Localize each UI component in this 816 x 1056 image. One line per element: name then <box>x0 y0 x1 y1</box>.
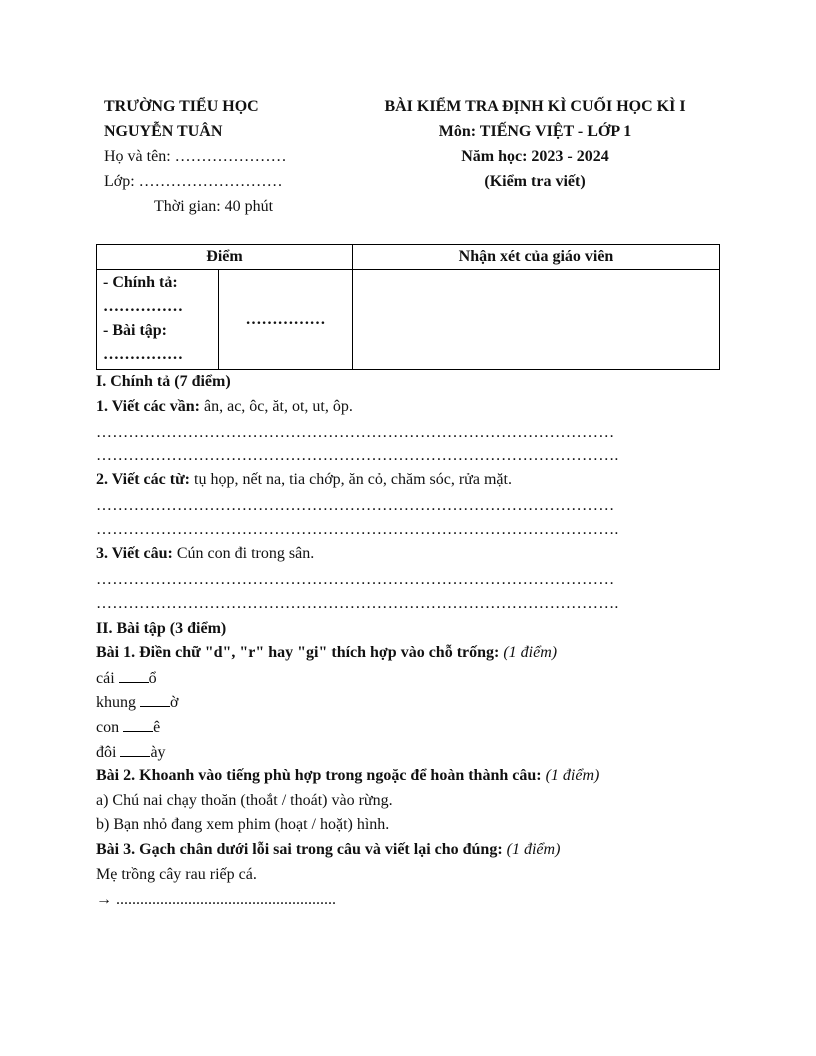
exam-title: BÀI KIỂM TRA ĐỊNH KÌ CUỐI HỌC KÌ I <box>384 98 686 115</box>
chinh-ta-score-blank: …………… <box>103 298 183 315</box>
writing-line: ……………………………………………………………………………………. <box>96 595 619 612</box>
school-year: Năm học: 2023 - 2024 <box>461 148 609 165</box>
writing-line: …………………………………………………………………………………… <box>96 571 615 588</box>
total-score-blank: …………… <box>245 310 326 328</box>
writing-line: ……………………………………………………………………………………. <box>96 447 619 464</box>
teacher-comment-header: Nhận xét của giáo viên <box>353 245 720 270</box>
exercise1-label: Bài 1. Điền chữ "d", "r" hay "gi" thích hợp vào chỗ trống: <box>96 644 500 661</box>
exercise2-points: (1 điểm) <box>545 767 600 784</box>
fill-item-suffix: ê <box>153 719 161 736</box>
fill-item-prefix: khung <box>96 694 140 711</box>
exercise2-item-a: a) Chú nai chạy thoăn (thoắt / thoát) vào rừng. <box>96 792 393 809</box>
question2 <box>96 470 512 490</box>
exercise1-points: (1 điểm) <box>503 644 558 661</box>
fill-item-suffix: ày <box>150 744 166 761</box>
total-score-cell <box>219 270 353 370</box>
chinh-ta-score-label: - Chính tả: <box>103 274 178 291</box>
fill-item-suffix: ờ <box>170 694 179 711</box>
exercise3-sentence: Mẹ trồng cây rau riếp cá. <box>96 866 257 883</box>
score-table <box>96 244 720 370</box>
question2-label: 2. Viết các từ: <box>96 471 191 488</box>
writing-line: …………………………………………………………………………………… <box>96 424 615 441</box>
fill-blank[interactable] <box>140 692 170 707</box>
question3-text: Cún con đi trong sân. <box>172 545 315 562</box>
fill-item <box>96 742 166 763</box>
fill-blank[interactable] <box>119 668 149 683</box>
bai-tap-score-label: - Bài tập: <box>103 322 167 339</box>
fill-item <box>96 692 178 713</box>
fill-blank[interactable] <box>123 717 153 732</box>
teacher-comment-cell <box>353 270 720 370</box>
exercise1-prompt <box>96 643 557 663</box>
writing-line: …………………………………………………………………………………… <box>96 497 615 514</box>
exercise3-prompt <box>96 840 560 860</box>
exercise2-item-b: b) Bạn nhỏ đang xem phim (hoạt / hoặt) hình. <box>96 816 390 833</box>
exercise2-label: Bài 2. Khoanh vào tiếng phù hợp trong ngoặc để hoàn thành câu: <box>96 767 542 784</box>
class-field: Lớp: ……………………… <box>104 173 283 190</box>
question3 <box>96 544 314 564</box>
school-name-line2: NGUYỄN TUÂN <box>104 123 223 140</box>
exercise3-label: Bài 3. Gạch chân dưới lỗi sai trong câu và viết lại cho đúng: <box>96 841 503 858</box>
time-limit: Thời gian: 40 phút <box>154 198 274 215</box>
fill-item-prefix: con <box>96 719 124 736</box>
fill-item-prefix: đôi <box>96 744 121 761</box>
fill-item <box>96 717 160 738</box>
question1 <box>96 397 353 417</box>
student-name-field: Họ và tên: ………………… <box>104 148 287 165</box>
question3-label: 3. Viết câu: <box>96 545 173 562</box>
fill-item-suffix: ổ <box>148 670 157 687</box>
writing-line: ……………………………………………………………………………………. <box>96 521 619 538</box>
exercise3-points: (1 điểm) <box>506 841 561 858</box>
bai-tap-score-blank: …………… <box>103 346 183 363</box>
fill-blank[interactable] <box>120 742 150 757</box>
exam-subject: Môn: TIẾNG VIỆT - LỚP 1 <box>438 123 632 140</box>
exercise3-answer-line: → ....................................................... <box>96 891 336 908</box>
question2-text: tụ họp, nết na, tia chớp, ăn cỏ, chăm sóc, rửa mặt. <box>190 471 512 488</box>
exercise2-prompt <box>96 766 599 786</box>
question1-label: 1. Viết các vần: <box>96 398 200 415</box>
section2-title: II. Bài tập (3 điểm) <box>96 620 227 637</box>
section1-title: I. Chính tả (7 điểm) <box>96 373 231 390</box>
score-column-header: Điểm <box>97 245 353 270</box>
question1-text: ân, ac, ôc, ăt, ot, ut, ôp. <box>199 398 353 415</box>
fill-item-prefix: cái <box>96 670 119 687</box>
fill-item <box>96 668 157 689</box>
exam-type: (Kiểm tra viết) <box>484 173 586 190</box>
score-breakdown-cell <box>97 270 219 370</box>
school-name-line1: TRƯỜNG TIỂU HỌC <box>104 98 259 115</box>
